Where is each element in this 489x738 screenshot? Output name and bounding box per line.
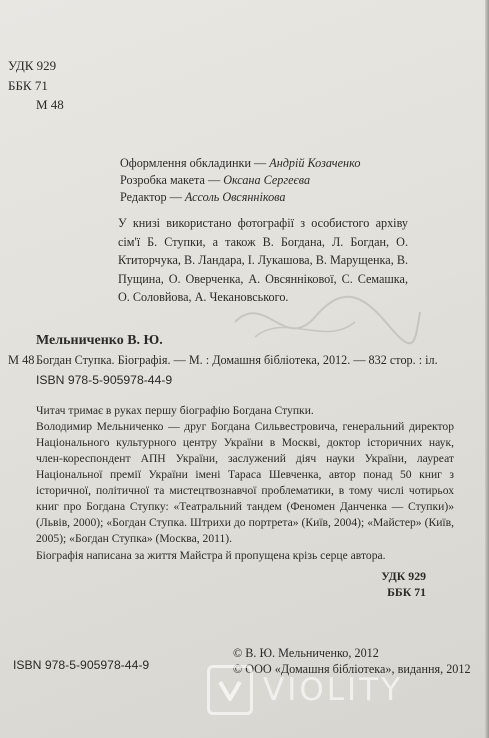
bibliographic-line: Богдан Ступка. Біографія. — М. : Домашня бібліотека, 2012. — 832 стор. : іл. [36,353,438,367]
bottom-isbn: ISBN 978-5-905978-44-9 [13,658,150,672]
author-heading: Мельниченко В. Ю. [36,333,163,348]
page-edge [485,0,489,738]
credit-name: Оксана Сергеєва [223,173,311,187]
annotation-line: Біографія написана за життя Майстра й пропущена крізь серце автора. [36,549,386,562]
annotation-paragraph: Володимир Мельниченко — друг Богдана Сильвестровича, генеральний директор Національного культурного центру України в Москві, доктор історичних наук, член-кореспондент АПН України, заслужений діяч науки України, лауреат Національної премії України імені Тараса Шевченка, автор понад 50 книг з історичної, політичної та мистецтвознавчої проблематики, в тому числі чотирьох книг про Богдана Ступку: «Театральний тандем (Феномен Данченка — Ступки)» (Львів, 2000); «Богдан Ступка. Штрихи до портрета» (Київ, 2004); «Майстер» (Київ, 2005); «Богдан Ступка» (Москва, 2011). [36,420,454,545]
credit-name: Андрій Козаченко [269,156,361,170]
credit-role: Розробка макета — [120,173,221,187]
right-bbk-code: ББК 71 [387,585,426,599]
catalog-code: М 48 [8,353,35,367]
credit-role: Оформлення обкладинки — [120,156,267,170]
bbk-code: ББК 71 [8,78,48,93]
copyright-author: © В. Ю. Мельниченко, 2012 [233,646,379,660]
credit-layout [120,173,310,188]
credit-name: Ассоль Овсяннікова [184,190,286,204]
credit-role: Редактор — [120,190,182,204]
annotation-line: Читач тримає в руках першу біографію Богдана Ступки. [36,404,314,417]
udk-code: УДК 929 [8,58,57,73]
copyright-publisher: © ООО «Домашня бібліотека», видання, 2012 [233,662,471,676]
right-udk-code: УДК 929 [381,569,426,583]
credit-cover [120,156,360,171]
credit-editor [120,190,285,205]
m-code: М 48 [36,97,64,112]
photo-credit: У книзі використано фотографії з особистого архіву сім'ї Б. Ступки, а також В. Богдана, Л. Богдан, О. Ктиторчука, В. Ландара, І. Лукашова, В. Марущенка, В. Пущина, О. Оверченка, А. Овсяннікової, С. Семашка, О. Соловйова, А. Чекановського. [118,216,408,304]
isbn-line: ISBN 978-5-905978-44-9 [36,373,173,387]
watermark-text: VIOLITY [263,672,404,708]
